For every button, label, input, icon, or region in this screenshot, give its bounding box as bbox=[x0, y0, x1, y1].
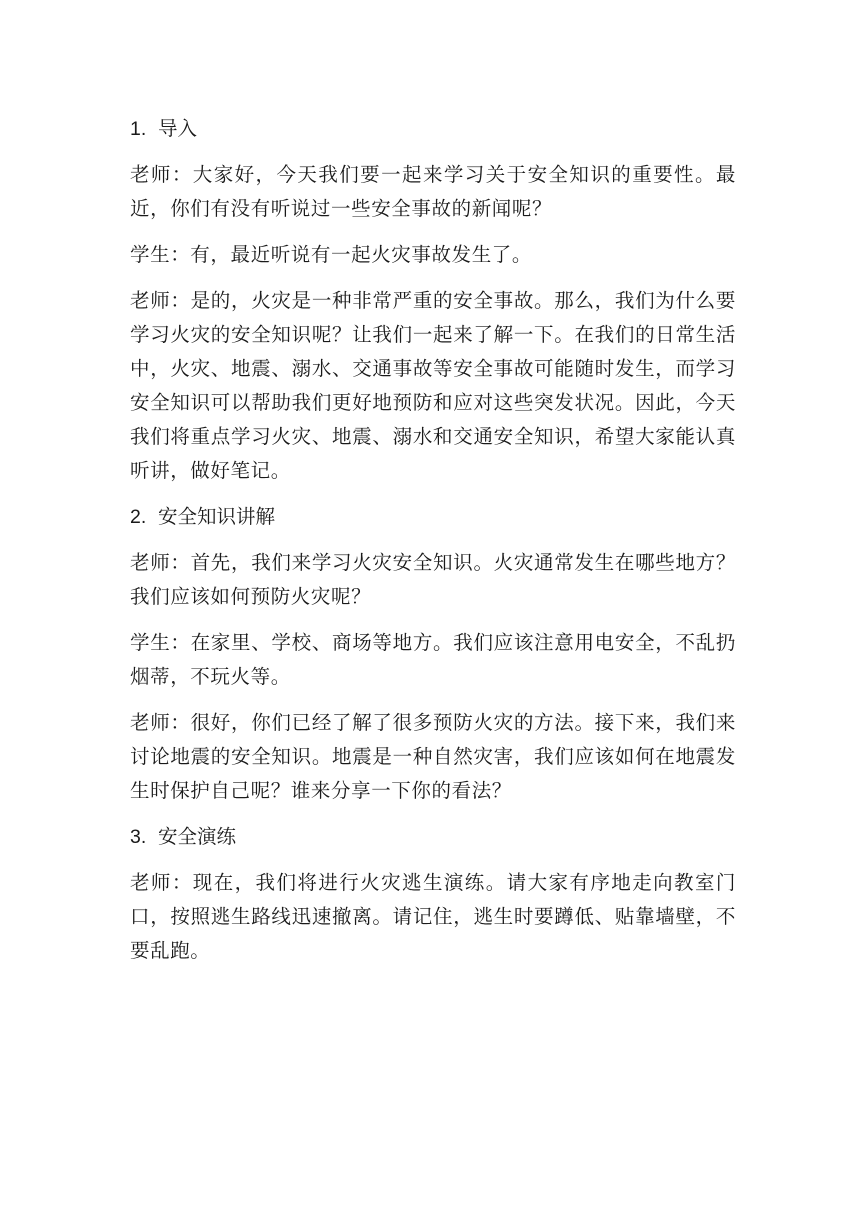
paragraph: 老师：首先，我们来学习火灾安全知识。火灾通常发生在哪些地方？我们应该如何预防火灾呢？ bbox=[130, 551, 736, 608]
section-title: 安全知识讲解 bbox=[158, 505, 276, 528]
section-number: 3. bbox=[130, 826, 147, 848]
paragraph: 学生：有，最近听说有一起火灾事故发生了。 bbox=[130, 243, 533, 266]
section-heading-intro bbox=[130, 112, 736, 146]
section-number: 2. bbox=[130, 506, 147, 528]
section-number: 1. bbox=[130, 118, 147, 140]
section-heading-knowledge bbox=[130, 500, 736, 534]
section-title: 导入 bbox=[158, 117, 198, 140]
paragraph: 老师：现在，我们将进行火灾逃生演练。请大家有序地走向教室门口，按照逃生路线迅速撤离。请记住，逃生时要蹲低、贴靠墙壁，不要乱跑。 bbox=[130, 871, 736, 962]
paragraph: 老师：很好，你们已经了解了很多预防火灾的方法。接下来，我们来讨论地震的安全知识。地震是一种自然灾害，我们应该如何在地震发生时保护自己呢？谁来分享一下你的看法？ bbox=[130, 711, 736, 802]
document-body bbox=[130, 112, 736, 980]
paragraph: 老师：大家好，今天我们要一起来学习关于安全知识的重要性。最近，你们有没有听说过一些安全事故的新闻呢？ bbox=[130, 163, 736, 220]
paragraph: 老师：是的，火灾是一种非常严重的安全事故。那么，我们为什么要学习火灾的安全知识呢？让我们一起来了解一下。在我们的日常生活中，火灾、地震、溺水、交通事故等安全事故可能随时发生，而学习安全知识可以帮助我们更好地预防和应对这些突发状况。因此，今天我们将重点学习火灾、地震、溺水和交通安全知识，希望大家能认真听讲，做好笔记。 bbox=[130, 289, 736, 482]
paragraph: 学生：在家里、学校、商场等地方。我们应该注意用电安全，不乱扔烟蒂，不玩火等。 bbox=[130, 631, 736, 688]
section-heading-drill bbox=[130, 820, 736, 854]
section-title: 安全演练 bbox=[158, 825, 237, 848]
